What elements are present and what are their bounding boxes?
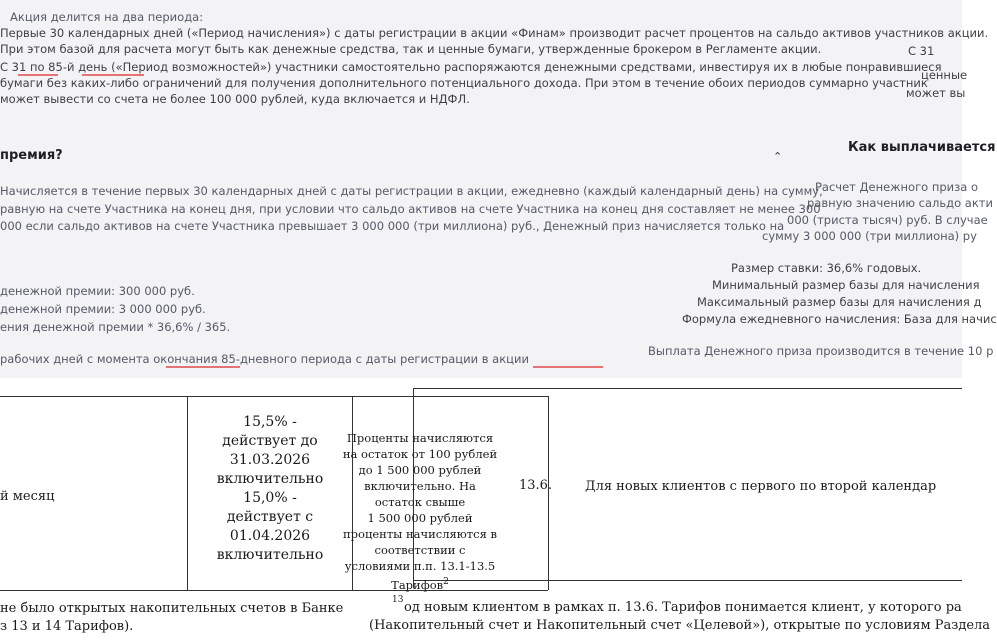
right-edge-text: ценные (921, 68, 968, 82)
max-base-text: Максимальный размер базы для начисления д (697, 295, 982, 309)
period-two-text: С 31 по 85-й день («Период возможностей») участники самостоятельно распоряжаются денежными средствами, инвестируя их в любые понравившиеся (0, 60, 942, 74)
footnote-left: з 13 и 14 Тарифов). (0, 619, 134, 634)
rate-cell: действует до (222, 433, 318, 449)
rate-text: Размер ставки: 36,6% годовых. (731, 261, 922, 275)
right-edge-text: может вы (906, 86, 966, 100)
accrual-text: Начисляется в течение первых 30 календарных дней с даты регистрации в акции, ежедневно (каждый календарный день) на сумму, (0, 184, 823, 198)
max-premium-text: денежной премии: 3 000 000 руб. (0, 302, 206, 316)
rate-cell: действует с (226, 509, 314, 525)
terms-cell: до 1 500 000 рублей (358, 463, 482, 477)
terms-cell: Проценты начисляются (346, 431, 494, 445)
terms-cell: условиями п.п. 13.1-13.5 (344, 559, 496, 573)
rate-cell: включительно (216, 471, 324, 487)
calc-text: Расчет Денежного приза о (815, 180, 978, 194)
calc-text: сумму 3 000 000 (три миллиона) ру (762, 229, 977, 243)
calc-text: равную значению сальдо акти (807, 196, 993, 210)
accordion-heading-payout[interactable]: Как выплачивается (848, 140, 996, 155)
period-one-text: Первые 30 календарных дней («Период начисления») с даты регистрации в акции «Финам» производит расчет процентов на сальдо активов участников акции. (0, 26, 989, 40)
payout-text: рабочих дней с момента окончания 85-дневного периода с даты регистрации в акции (0, 352, 529, 366)
accordion-heading-premium[interactable]: премия? (0, 148, 63, 163)
terms-cell: соответствии с (374, 543, 466, 557)
rate-cell: включительно (216, 547, 324, 563)
footnote-right: (Накопительный счет и Накопительный счет «Целевой»), открытые по условиям Раздела (369, 618, 991, 633)
table-border (0, 396, 548, 397)
underline-mark (166, 366, 240, 368)
withdraw-limit-text: может вывести со счета не более 100 000 рублей, куда включается и НДФЛ. (0, 92, 470, 106)
rate-cell: 15,5% - (243, 414, 297, 430)
footnote-left: не было открытых накопительных счетов в Банке (0, 601, 344, 616)
right-edge-text: С 31 (908, 44, 935, 58)
daily-formula-text: Формула ежедневного начисления: База для начис (682, 312, 997, 326)
table-cell-period: й месяц (0, 489, 55, 504)
tariff-table-scan (0, 378, 991, 642)
min-base-text: Минимальный размер базы для начисления (712, 278, 980, 292)
period-two-text-cont: бумаги без каких-либо ограничений для получения дополнительного потенциального дохода. При этом в течение обоих периодов суммарно участник (0, 76, 928, 90)
rate-cell: 15,0% - (243, 490, 297, 506)
underline-mark (533, 366, 603, 368)
terms-cell: 1 500 000 рублей (367, 511, 473, 525)
formula-text: ения денежной премии * 36,6% / 365. (0, 320, 231, 334)
table-border (413, 388, 962, 389)
accrual-text: 000 если сальдо активов на счете Участника превышает 3 000 000 (три миллиона) руб., Денежный приз начисляется только на (0, 219, 785, 233)
rate-cell: 01.04.2026 (229, 528, 311, 544)
chevron-up-icon[interactable]: ⌃ (773, 150, 783, 163)
calc-text: 000 (триста тысяч) руб. В случае (787, 213, 988, 227)
payout-term-text: Выплата Денежного приза производится в течение 10 р (648, 344, 994, 358)
accrual-text: равную на счете Участника на конец дня, при условии что сальдо активов на счете Участника на конец дня составляет не менее 300 (0, 202, 821, 216)
rate-cell: 31.03.2026 (229, 452, 311, 468)
terms-cell: включительно. На (364, 479, 476, 493)
terms-cell: Тарифов$^2$ (391, 577, 449, 592)
calc-base-text: При этом базой для расчета могут быть как денежные средства, так и ценные бумаги, утвержденные брокером в Регламенте акции. (0, 42, 822, 56)
terms-cell: на остаток от 100 рублей (342, 447, 498, 461)
terms-cell: остаток свыше (374, 495, 466, 509)
section-number: 13.6. (519, 478, 553, 493)
footnote-right: од новым клиентом в рамках п. 13.6. Тарифов понимается клиент, у которого ра (404, 600, 962, 615)
table-border (187, 396, 188, 590)
min-premium-text: денежной премии: 300 000 руб. (0, 284, 195, 298)
periods-intro: Акция делится на два периода: (10, 10, 204, 24)
footnote-marker: 13 (392, 595, 404, 605)
terms-cell: проценты начисляются в (343, 527, 497, 541)
section-title: Для новых клиентов с первого по второй календар (585, 479, 937, 494)
